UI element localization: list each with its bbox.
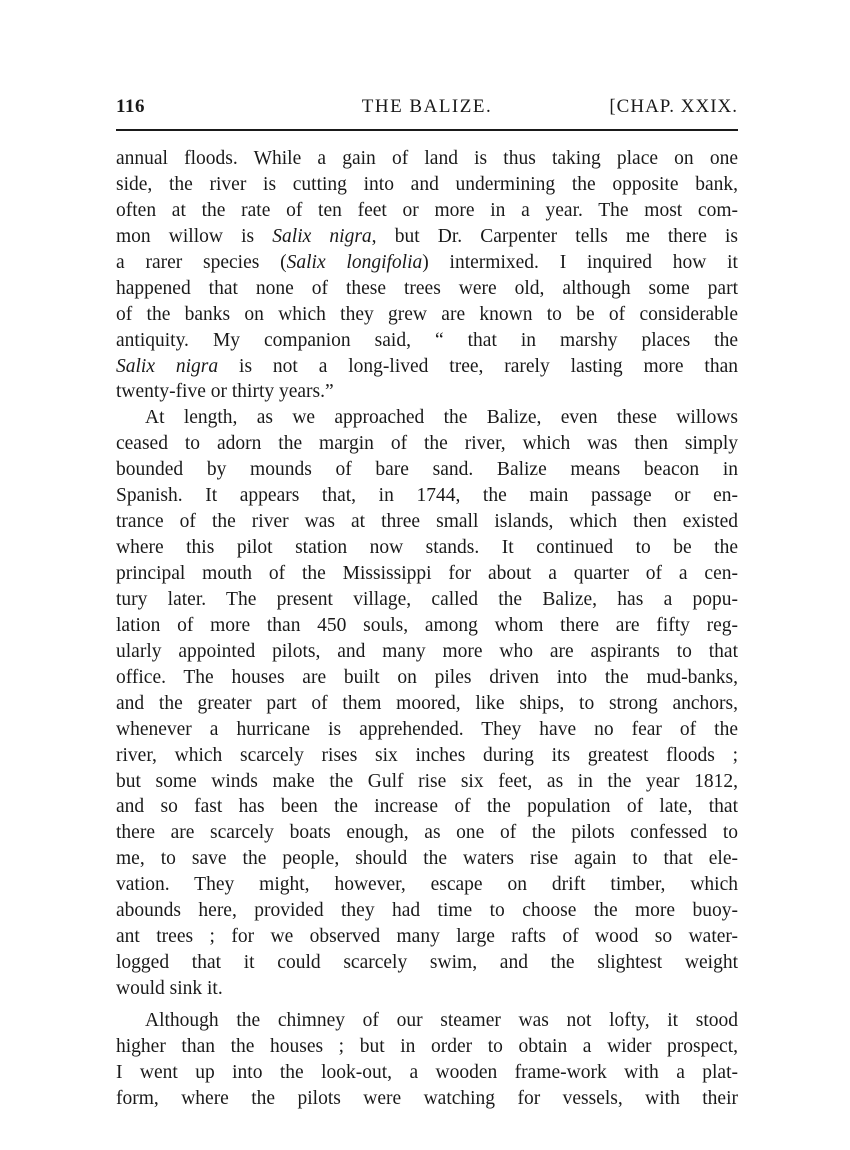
text-line: office. The houses are built on piles driven into the mud-banks, [116, 666, 738, 688]
text-line: happened that none of these trees were old, although some part [116, 277, 738, 299]
header-rule [116, 129, 738, 131]
text-line: of the banks on which they grew are known to be of considerable [116, 303, 738, 325]
text-line: trance of the river was at three small islands, which then existed [116, 511, 738, 533]
text-line: principal mouth of the Mississippi for about a quarter of a cen- [116, 563, 738, 584]
text-line: whenever a hurricane is apprehended. They have no fear of the [116, 718, 738, 740]
text-line: ularly appointed pilots, and many more who are aspirants to that [116, 640, 738, 662]
paragraph [116, 1008, 738, 1112]
body-text [116, 146, 738, 1112]
text-line: side, the river is cutting into and undermining the opposite bank, [116, 173, 738, 195]
page-number: 116 [116, 96, 145, 117]
text-line: bounded by mounds of bare sand. Balize means beacon in [116, 459, 738, 481]
text-line: antiquity. My companion said, “ that in marshy places the [116, 329, 738, 351]
text-line: a rarer species (Salix longifolia) intermixed. I inquired how it [116, 251, 738, 273]
text-line: abounds here, provided they had time to choose the more buoy- [116, 900, 738, 922]
text-line: Although the chimney of our steamer was not lofty, it stood [145, 1009, 738, 1031]
text-line: ceased to adorn the margin of the river, which was then simply [116, 433, 738, 455]
text-line: logged that it could scarcely swim, and the slightest weight [116, 952, 738, 974]
text-line: vation. They might, however, escape on drift timber, which [116, 874, 738, 896]
text-line: Spanish. It appears that, in 1744, the main passage or en- [116, 485, 738, 507]
text-line: twenty-five or thirty years.” [116, 381, 334, 403]
text-line: would sink it. [116, 978, 223, 999]
paragraph [116, 405, 738, 1002]
text-line: higher than the houses ; but in order to obtain a wider prospect, [116, 1035, 738, 1057]
text-line: where this pilot station now stands. It continued to be the [116, 537, 738, 559]
chapter-reference: [CHAP. XXIX. [609, 96, 738, 117]
text-line: At length, as we approached the Balize, even these willows [145, 407, 738, 429]
text-line: tury later. The present village, called the Balize, has a popu- [116, 588, 738, 610]
text-line: river, which scarcely rises six inches during its greatest floods ; [116, 744, 738, 766]
text-line: there are scarcely boats enough, as one of the pilots confessed to [116, 822, 738, 844]
text-line: but some winds make the Gulf rise six feet, as in the year 1812, [116, 770, 738, 792]
text-line: me, to save the people, should the waters rise again to that ele- [116, 848, 738, 870]
running-head [116, 92, 738, 122]
text-line: form, where the pilots were watching for vessels, with their [116, 1087, 738, 1109]
text-line: I went up into the look-out, a wooden frame-work with a plat- [116, 1061, 738, 1083]
text-line: and the greater part of them moored, like ships, to strong anchors, [116, 692, 738, 714]
paragraph [116, 146, 738, 405]
text-line: annual floods. While a gain of land is thus taking place on one [116, 148, 738, 169]
text-line: lation of more than 450 souls, among whom there are fifty reg- [116, 614, 738, 636]
text-line: Salix nigra is not a long-lived tree, rarely lasting more than [116, 355, 739, 377]
text-line: ant trees ; for we observed many large rafts of wood so water- [116, 926, 738, 948]
running-title: THE BALIZE. [361, 96, 493, 117]
text-line: often at the rate of ten feet or more in a year. The most com- [116, 199, 738, 221]
text-line: and so fast has been the increase of the population of late, that [116, 796, 738, 818]
text-line: mon willow is Salix nigra, but Dr. Carpenter tells me there is [116, 225, 739, 247]
